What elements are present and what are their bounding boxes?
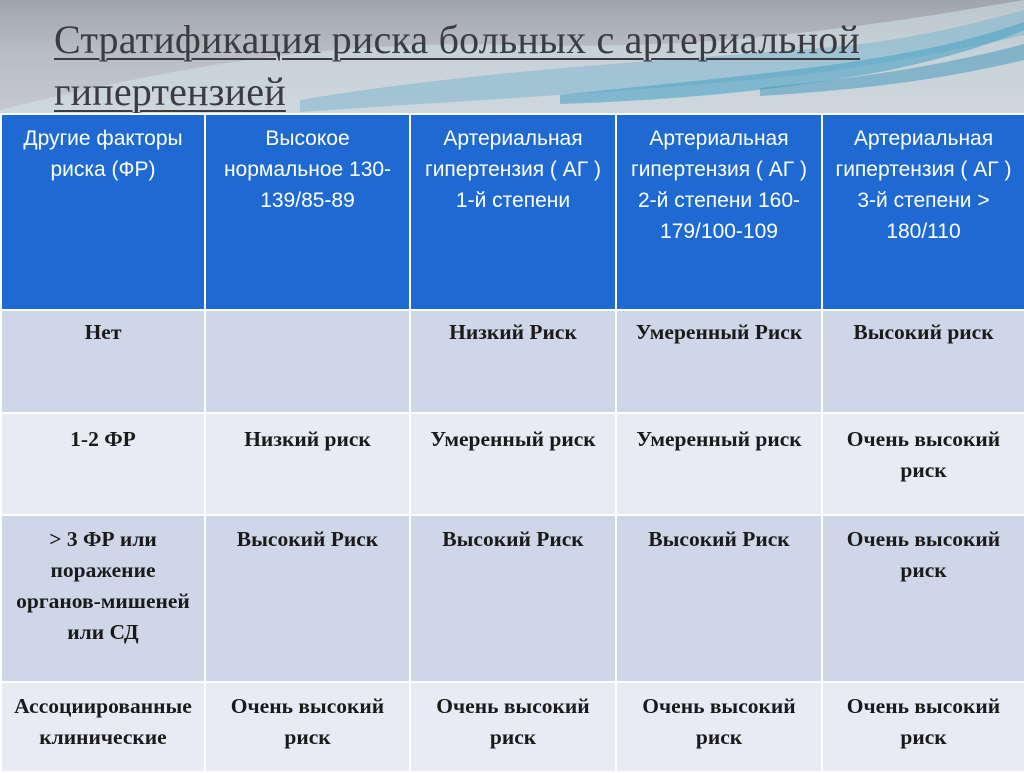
table-row <box>1 413 1024 515</box>
header-ag-grade-1: Артериальная гипертензия ( АГ ) 1-й степени <box>410 114 616 310</box>
table-cell: Очень высокий риск <box>822 515 1024 682</box>
risk-stratification-table <box>0 113 1024 773</box>
table-cell: Высокий Риск <box>205 515 410 682</box>
table-cell: Умеренный Риск <box>616 310 822 413</box>
row-label-cell: Ассоциированные клинические <box>1 682 205 772</box>
table-row <box>1 310 1024 413</box>
header-ag-grade-2: Артериальная гипертензия ( АГ ) 2-й степени 160-179/100-109 <box>616 114 822 310</box>
table-header-row <box>1 114 1024 310</box>
table-cell: Низкий риск <box>205 413 410 515</box>
table-cell: Высокий Риск <box>410 515 616 682</box>
table-cell: Очень высокий риск <box>616 682 822 772</box>
table-cell: Очень высокий риск <box>205 682 410 772</box>
row-label-cell: > 3 ФР или поражение органов-мишеней или СД <box>1 515 205 682</box>
slide-title <box>54 14 994 118</box>
header-ag-grade-3: Артериальная гипертензия ( АГ ) 3-й степени > 180/110 <box>822 114 1024 310</box>
slide-title-line-2: гипертензией <box>54 69 286 114</box>
row-label-cell: Нет <box>1 310 205 413</box>
table-cell: Очень высокий риск <box>822 682 1024 772</box>
slide-title-line-1: Стратификация риска больных с артериальной <box>54 17 861 62</box>
table-cell: Высокий риск <box>822 310 1024 413</box>
header-other-risk-factors: Другие факторы риска (ФР) <box>1 114 205 310</box>
table-row <box>1 682 1024 772</box>
table-cell: Умеренный риск <box>410 413 616 515</box>
table-cell: Низкий Риск <box>410 310 616 413</box>
table-cell: Умеренный риск <box>616 413 822 515</box>
table-cell: Очень высокий риск <box>410 682 616 772</box>
table-cell: Очень высокий риск <box>822 413 1024 515</box>
table-cell <box>205 310 410 413</box>
header-high-normal: Высокое нормальное 130-139/85-89 <box>205 114 410 310</box>
row-label-cell: 1-2 ФР <box>1 413 205 515</box>
table-row <box>1 515 1024 682</box>
table-cell: Высокий Риск <box>616 515 822 682</box>
